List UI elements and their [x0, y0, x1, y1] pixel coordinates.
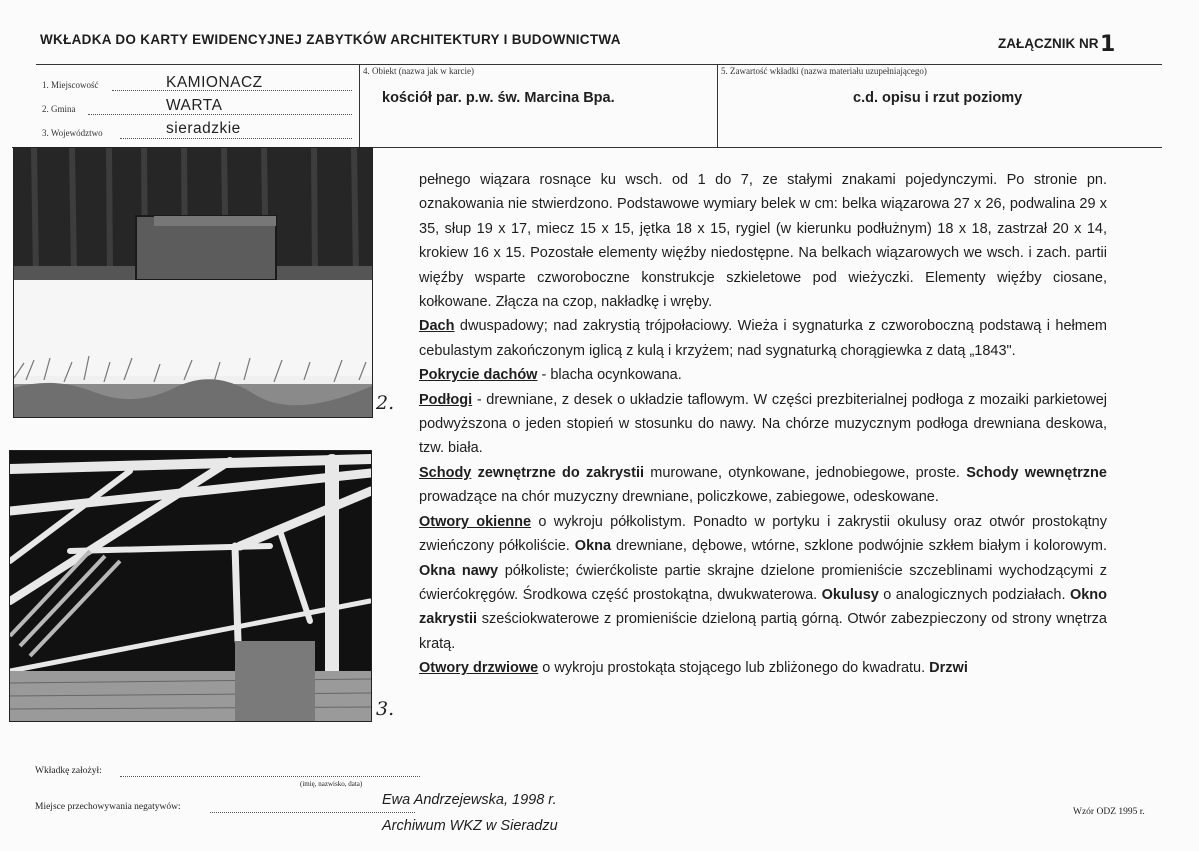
attachment-number: 1 — [1100, 32, 1116, 57]
heading-pokrycie: Pokrycie dachów — [419, 367, 538, 384]
object-value: kościół par. p.w. św. Marcina Bpa. — [382, 90, 615, 106]
photo-3 — [9, 450, 372, 722]
contents-label: 5. Zawartość wkładki (nazwa materiału uzupełniającego) — [721, 66, 927, 76]
paragraph-pokrycie: Pokrycie dachów - blacha ocynkowana. — [419, 367, 682, 384]
heading-schody: Schody — [419, 464, 472, 481]
heading-podlogi: Podłogi — [419, 391, 473, 408]
wojewodztwo-value: sieradzkie — [166, 120, 241, 137]
photo-2-image — [14, 148, 372, 417]
attachment-label-text: ZAŁĄCZNIK NR — [998, 36, 1099, 51]
header-divider-1 — [359, 64, 360, 147]
photo-2-number: 2. — [376, 392, 395, 414]
contents-value: c.d. opisu i rzut poziomy — [853, 90, 1023, 106]
author-sublabel: (imię, nazwisko, data) — [300, 780, 363, 788]
heading-dach: Dach — [419, 318, 455, 335]
heading-drzwi: Otwory drzwiowe — [419, 660, 539, 677]
form-title: WKŁADKA DO KARTY EWIDENCYJNEJ ZABYTKÓW ARCHITEKTURY I BUDOWNICTWA — [40, 32, 621, 47]
miejscowosc-value: KAMIONACZ — [166, 74, 263, 91]
paragraph-dach: Dach dwuspadowy; nad zakrystią trójpołaciowy. Wieża i sygnaturka z czworoboczną podstawą i hełmem cebulastym zakończonym iglicą z kulą i krzyżem; nad sygnaturką chorągiewka z datą „1843". — [419, 318, 1107, 359]
photo-2 — [13, 147, 373, 418]
paragraph-drzwi: Otwory drzwiowe o wykroju prostokąta stojącego lub zbliżonego do kwadratu. Drzwi — [419, 660, 968, 677]
storage-dots — [210, 811, 415, 813]
author-label: Wkładkę założył: — [35, 766, 102, 776]
wojewodztwo-label: 3. Województwo — [42, 128, 103, 138]
photo-3-number: 3. — [376, 698, 395, 720]
paragraph-schody: Schody zewnętrzne do zakrystii murowane, otynkowane, jednobiegowe, proste. Schody wewnętrzne prowadzące na chór muzyczny drewniane, policzkowe, zabiegowe, odeskowane. — [419, 464, 1107, 506]
header-top-rule — [36, 64, 1162, 65]
header-divider-2 — [717, 64, 718, 147]
form-version: Wzór ODZ 1995 r. — [1073, 807, 1145, 817]
author-dots — [120, 775, 420, 777]
author-value: Ewa Andrzejewska, 1998 r. — [382, 792, 557, 808]
paragraph-podlogi: Podłogi - drewniane, z desek o układzie taflowym. W części prezbiterialnej podłoga z mozaiki parkietowej podwyższona o jeden stopień w stosunku do nawy. Na chórze muzycznym podłoga drewniana deskowa, tzw. biała. — [419, 391, 1107, 457]
paragraph-wiezba: pełnego wiązara rosnące ku wsch. od 1 do 7, ze stałymi znakami pojedynczymi. Po stronie pn. oznakowania nie stwierdzono. Podstawowe wymiary belek w cm: belka wiązarowa 27 x 26, podwalina 29 x 35, słup 19 x 17, miecz 15 x 15, jętka 18 x 15, rygiel (w kierunku podłużnym) 18 x 18, zastrzał 20 x 14, krokiew 16 x 15. Pozostałe elementy więźby niedostępne. Na belkach wiązarowych we wsch. i zach. partii więźby wsparte czworoboczne konstrukcje szkieletowe pod wieżyczki. Elementy więźby ciosane, kołkowane. Złącza na czop, nakładkę i wręby. — [419, 172, 1107, 311]
heading-okna: Otwory okienne — [419, 513, 532, 530]
attachment-label — [998, 36, 1099, 51]
paragraph-okna: Otwory okienne o wykroju półkolistym. Ponadto w portyku i zakrystii okulusy oraz otwór prostokątny zwieńczony półkoliście. Okna drewniane, dębowe, wtórne, szklone podwójnie szkłem białym i kolorowym. Okna nawy półkoliste; ćwierćkoliste partie skrajne dzielone promieniście szczeblinami wychodzącymi z ćwierćokręgów. Środkowa część prostokątna, dwukwaterowa. Okulusy o analogicznych podziałach. Okno zakrystii sześciokwaterowe z promieniście dzieloną partią górną. Otwór zabezpieczony od strony wnętrza kratą. — [419, 513, 1108, 652]
object-label: 4. Obiekt (nazwa jak w karcie) — [363, 66, 474, 76]
description-text — [419, 168, 1107, 681]
miejscowosc-label: 1. Miejscowość — [42, 80, 99, 90]
storage-value: Archiwum WKZ w Sieradzu — [382, 818, 558, 834]
gmina-label: 2. Gmina — [42, 104, 76, 114]
storage-label: Miejsce przechowywania negatywów: — [35, 802, 181, 812]
gmina-value: WARTA — [166, 97, 223, 114]
photo-3-image — [10, 451, 371, 721]
